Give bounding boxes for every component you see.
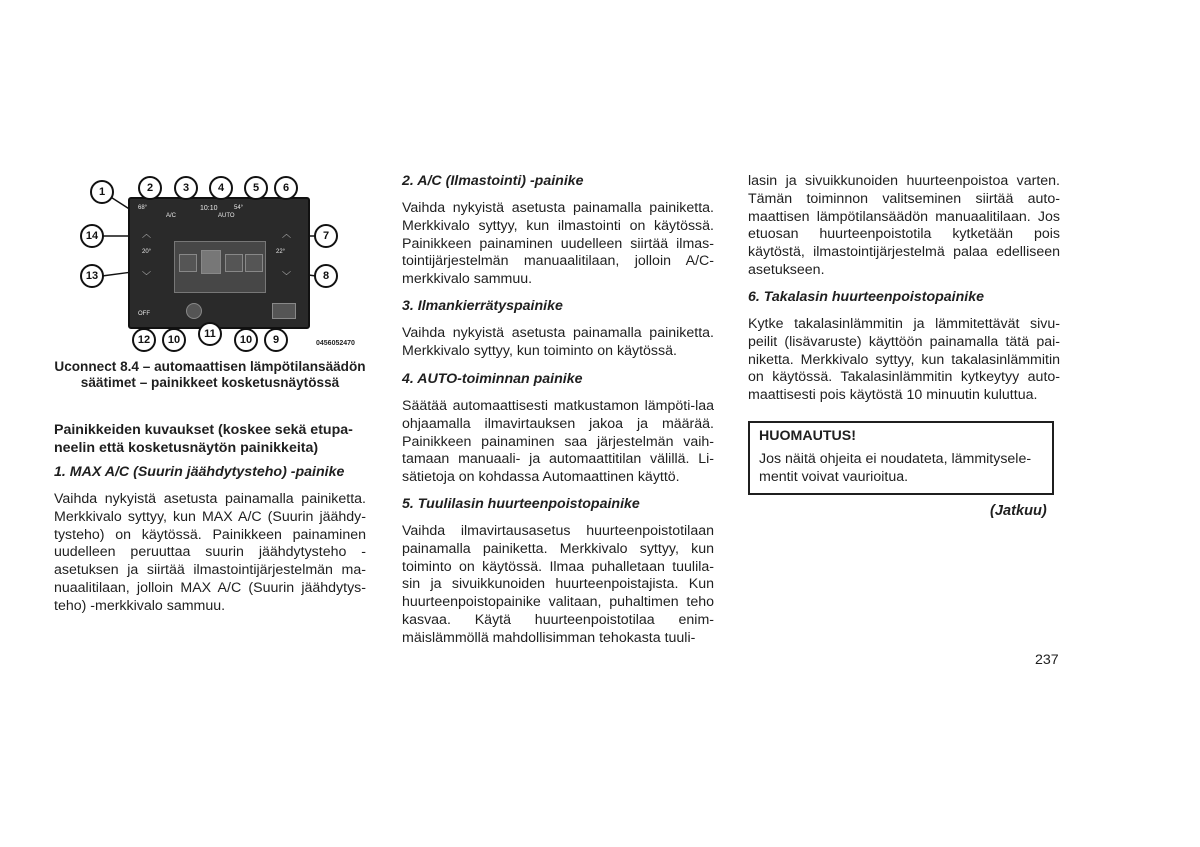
screen-up-left-icon: ︿ [142, 229, 152, 239]
callout-6: 6 [274, 176, 298, 200]
item-2-text: Vaihda nykyistä asetusta painamalla painiketta. Merkkivalo syttyy, kun ilmastointi on käytössä. Painikkeen painaminen uudelleen siirtää ilmas-tointijärjestelmän manuaalitilaan, jolloin A/C-merkkivalo sammuu. [402, 200, 714, 288]
item-3-title: 3. Ilmankierrätyspainike [402, 298, 563, 314]
callout-11: 11 [198, 322, 222, 346]
screen-down-left-icon: ﹀ [142, 271, 152, 281]
screen-mode-panel [174, 241, 266, 293]
continued-label: (Jatkuu) [990, 503, 1047, 519]
section-heading: Painikkeiden kuvaukset (koskee sekä etupa-neelin että kosketusnäytön painikkeita) [54, 422, 353, 456]
callout-7: 7 [314, 224, 338, 248]
callout-13: 13 [80, 264, 104, 288]
callout-3: 3 [174, 176, 198, 200]
mode-button-icon [245, 254, 263, 272]
mode-button-icon [225, 254, 243, 272]
mode-button-icon [179, 254, 197, 272]
item-6-text: Kytke takalasinlämmitin ja lämmitettävät sivu-peilit (lisävaruste) käyttöön painamalla tätä pai-niketta. Merkkivalo syttyy, kun takalasinlämmitin on käytössä. Takalasinlämmitin kytkeytyy auto-maattisesti pois käytöstä 10 minuutin kuluttua. [748, 316, 1060, 404]
rear-defrost-icon [272, 303, 296, 319]
item-1-title: 1. MAX A/C (Suurin jäähdytysteho) -painike [54, 464, 345, 480]
climate-control-figure [76, 172, 366, 352]
callout-9: 9 [264, 328, 288, 352]
screen-down-right-icon: ﹀ [282, 271, 292, 281]
note-title: HUOMAUTUS! [759, 428, 856, 444]
item-4-text: Säätää automaattisesti matkustamon lämpöti-laa ohjaamalla ilmavirtauksen jakoa ja määrää. Painikkeen painaminen saa järjestelmän vaih-tamaan manuaali- ja automaattitilan välillä. Li-sätietoja on kohdassa Automaattinen käyttö. [402, 398, 714, 486]
item-3-text: Vaihda nykyistä asetusta painamalla painiketta. Merkkivalo syttyy, kun toiminto on käytössä. [402, 325, 714, 359]
screen-left-temp: 20° [142, 249, 152, 255]
item-5-title: 5. Tuulilasin huurteenpoistopainike [402, 496, 640, 512]
figure-code: 0456052470 [316, 340, 355, 347]
page-number: 237 [1035, 652, 1059, 668]
item-1-text: Vaihda nykyistä asetusta painamalla painiketta. Merkkivalo syttyy, kun MAX A/C (Suurin jäähdy-tysteho) on käytössä. Painikkeen painaminen uudelleen peruuttaa suurin jäähdytysteho -asetuksen ja siirtää ilmastointijärjestelmän ma-nuaalitilaan, jolloin MAX A/C (Suurin jäähdytys-teho) -merkkivalo sammuu. [54, 491, 366, 614]
callout-10-left: 10 [162, 328, 186, 352]
warning-note-box [748, 421, 1054, 495]
callout-2: 2 [138, 176, 162, 200]
screen-temp-label: 68° [138, 205, 148, 211]
callout-1: 1 [90, 180, 114, 204]
touchscreen-display [128, 197, 310, 329]
callout-8: 8 [314, 264, 338, 288]
callout-14: 14 [80, 224, 104, 248]
item-6-title: 6. Takalasin huurteenpoistopainike [748, 289, 984, 305]
screen-up-right-icon: ︿ [282, 229, 292, 239]
callout-4: 4 [209, 176, 233, 200]
screen-mid-temp: 54° [234, 205, 244, 211]
item-5-text: Vaihda ilmavirtausasetus huurteenpoistotilaan painamalla painiketta. Merkkivalo syttyy, kun toiminto on käytössä. Ilmaa puhalletaan tuulila-sin ja sivuikkunoiden huurteenpoistajista. Kun huurteenpoistopainike valitaan, puhaltimen teho kasvaa. Käytä huurteenpoistotilaa enim-mäislämmöllä mahdollisimman tehokasta tuuli- [402, 523, 714, 646]
callout-5: 5 [244, 176, 268, 200]
screen-off-label: OFF [138, 311, 150, 317]
fan-icon [186, 303, 202, 319]
screen-time: 10:10 [200, 205, 218, 212]
screen-right-temp: 22° [276, 249, 286, 255]
callout-12: 12 [132, 328, 156, 352]
figure-caption: Uconnect 8.4 – automaattisen lämpötilansäädön säätimet – painikkeet kosketusnäytössä [54, 359, 366, 391]
item-2-title: 2. A/C (Ilmastointi) -painike [402, 173, 584, 189]
item-5-continued-text: lasin ja sivuikkunoiden huurteenpoistoa varten. Tämän toiminnon valitseminen siirtää auto-maattisen lämpötilansäädön manuaalitilaan. Jos etuosan huurteenpoistotila kytketään pois käytöstä, ilmastointijärjestelmä palaa edelliseen asetukseen. [748, 173, 1060, 278]
screen-ac-label: A/C [166, 213, 177, 219]
callout-10-right: 10 [234, 328, 258, 352]
note-text: Jos näitä ohjeita ei noudateta, lämmitysele-mentit voivat vaurioitua. [759, 450, 1032, 485]
mode-button-icon [201, 250, 221, 274]
screen-auto-label: AUTO [218, 213, 235, 219]
item-4-title: 4. AUTO-toiminnan painike [402, 371, 583, 387]
